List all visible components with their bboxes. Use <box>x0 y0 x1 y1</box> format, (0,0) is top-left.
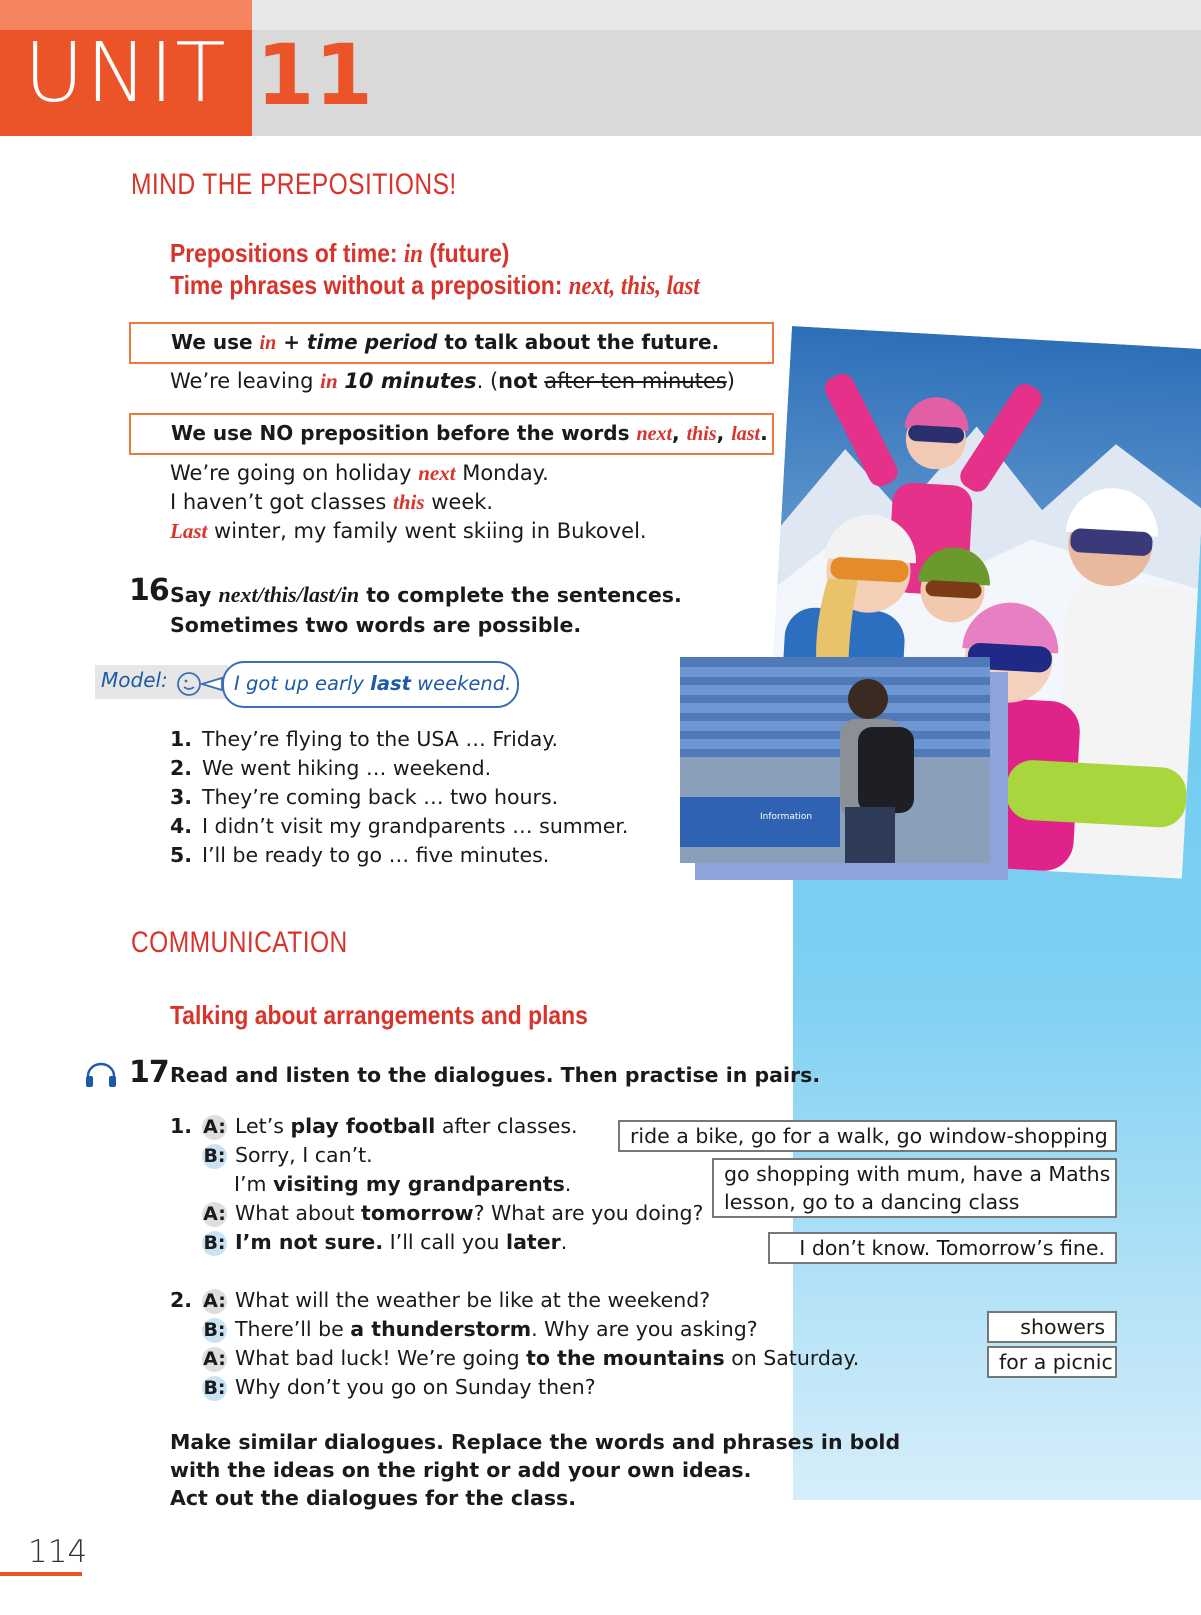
dialogue-bold: visiting my grandparents <box>273 1172 565 1196</box>
unit-label: UNIT <box>24 26 228 121</box>
exercise-16-item <box>170 725 558 754</box>
speaker-badge-b: B: <box>203 1319 226 1341</box>
dialogue-text: I’m <box>234 1172 274 1196</box>
header-grey-strip <box>252 0 1201 30</box>
rule-box-no-preposition <box>129 413 774 455</box>
exercise-number-17: 17 <box>129 1055 169 1090</box>
dialogue-text: Let’s <box>235 1114 291 1138</box>
dialogue-text: after classes. <box>435 1114 578 1138</box>
rule-text: + <box>276 330 307 354</box>
example-text: ) <box>726 369 735 393</box>
model-text: weekend. <box>410 672 512 695</box>
idea-box-commitments <box>712 1158 1117 1218</box>
dialogue-text: Sorry, I can’t. <box>235 1143 373 1167</box>
unit-number: 11 <box>256 26 373 124</box>
heading-text: Prepositions of time: <box>170 238 404 268</box>
dialogue-text: Why don’t you go on Sunday then? <box>235 1375 596 1399</box>
item-number: 2. <box>170 756 193 780</box>
instruction-text: Say <box>170 583 219 607</box>
dialogue-number: 1. <box>170 1114 193 1138</box>
exercise-16-item <box>170 841 549 870</box>
exercise-16-instruction-line1 <box>170 580 682 610</box>
exercise-16-instruction-line2: Sometimes two words are possible. <box>170 613 582 637</box>
airport-photo <box>680 657 990 863</box>
rule-text: We use <box>171 330 260 354</box>
dialogue-1-line <box>202 1141 373 1170</box>
dialogue-text: What bad luck! We’re going <box>235 1346 527 1370</box>
exercise-16-item <box>170 754 491 783</box>
example-holiday <box>170 459 549 488</box>
rule-text: , <box>716 421 732 445</box>
dialogue-1-line <box>170 1112 578 1141</box>
dialogue-number: 2. <box>170 1288 193 1312</box>
item-number: 1. <box>170 727 193 751</box>
dialogue-text: . Why are you asking? <box>531 1317 758 1341</box>
example-leaving <box>170 367 735 396</box>
airport-sign-text: Information <box>760 812 813 822</box>
section-title-prepositions: MIND THE PREPOSITIONS! <box>131 168 457 201</box>
dialogue-1-line <box>202 1228 567 1257</box>
item-text: I didn’t visit my grandparents … summer. <box>202 814 629 838</box>
final-instruction-line2: with the ideas on the right or add your own ideas. <box>170 1458 752 1482</box>
idea-box-picnic: for a picnic <box>987 1346 1117 1378</box>
example-keyword: in <box>320 369 338 393</box>
rule-keyword: this <box>686 423 717 445</box>
rule-text: We use NO preposition before the words <box>171 421 637 445</box>
dialogue-2-line <box>170 1286 710 1315</box>
item-number: 4. <box>170 814 193 838</box>
example-text: I haven’t got classes <box>170 490 394 514</box>
dialogue-text: on Saturday. <box>724 1346 860 1370</box>
speaking-face-icon <box>175 669 225 699</box>
instruction-keywords: next/this/last/in <box>218 582 360 607</box>
grammar-heading-2 <box>170 270 700 301</box>
rule-keyword: in <box>259 332 277 354</box>
rule-text: to talk about the future. <box>437 330 720 354</box>
rule-box-future <box>129 322 774 364</box>
example-text: . ( <box>476 369 499 393</box>
rule-keyword: last <box>731 423 761 445</box>
airport-photo-illustration <box>680 657 990 863</box>
idea-text: lesson, go to a dancing class <box>724 1190 1020 1214</box>
model-keyword: last <box>370 672 411 695</box>
model-speech-bubble <box>222 661 519 708</box>
model-label: Model: <box>101 668 168 692</box>
rule-keyword: next <box>636 423 673 445</box>
headphones-icon <box>84 1062 118 1088</box>
speaker-badge-b: B: <box>203 1145 226 1167</box>
speaker-badge-a: A: <box>203 1348 226 1370</box>
speaker-badge-a: A: <box>203 1116 226 1138</box>
example-keyword: Last <box>170 519 208 543</box>
dialogue-bold: tomorrow <box>361 1201 474 1225</box>
idea-box-reply: I don’t know. Tomorrow’s fine. <box>768 1232 1117 1264</box>
dialogue-bold: later <box>506 1230 561 1254</box>
instruction-text: to complete the sentences. <box>359 583 682 607</box>
dialogue-1-line <box>202 1199 703 1228</box>
final-instruction-line1: Make similar dialogues. Replace the words and phrases in bold <box>170 1430 901 1454</box>
dialogue-bold: to the mountains <box>526 1346 725 1370</box>
struck-text: after ten minutes <box>544 369 727 393</box>
header-grey-band <box>252 30 1201 136</box>
example-bold: not <box>498 369 538 393</box>
heading-text: Time phrases without a preposition: <box>170 270 569 300</box>
section-title-communication: COMMUNICATION <box>131 926 348 959</box>
example-text: We’re leaving <box>170 369 321 393</box>
heading-keyword: in <box>403 239 423 268</box>
dialogue-bold: a thunderstorm <box>350 1317 532 1341</box>
dialogue-bold: play football <box>290 1114 436 1138</box>
speaker-badge-a: A: <box>203 1290 226 1312</box>
heading-keywords: next, this, last <box>568 271 700 300</box>
exercise-16-item <box>170 783 558 812</box>
dialogue-text: What will the weather be like at the weekend? <box>235 1288 711 1312</box>
grammar-heading-1 <box>170 238 509 269</box>
dialogue-text: I’ll call you <box>383 1230 507 1254</box>
model-text: I got up early <box>234 672 371 695</box>
dialogue-2-line <box>202 1315 758 1344</box>
dialogue-text: ? What are you doing? <box>473 1201 704 1225</box>
rule-text: , <box>672 421 687 445</box>
page-number: 114 <box>28 1534 88 1570</box>
dialogue-2-line <box>202 1344 859 1373</box>
item-text: They’re flying to the USA … Friday. <box>202 727 559 751</box>
example-skiing <box>170 517 647 546</box>
communication-subtitle: Talking about arrangements and plans <box>170 1000 588 1030</box>
item-text: They’re coming back … two hours. <box>202 785 559 809</box>
final-instruction-line3: Act out the dialogues for the class. <box>170 1486 577 1510</box>
item-number: 5. <box>170 843 193 867</box>
idea-box-showers: showers <box>987 1311 1117 1343</box>
dialogue-1-line <box>234 1170 571 1199</box>
example-keyword: this <box>393 490 425 514</box>
dialogue-text: There’ll be <box>235 1317 351 1341</box>
dialogue-text: . <box>564 1172 572 1196</box>
exercise-number-16: 16 <box>129 573 169 608</box>
speaker-badge-b: B: <box>203 1377 226 1399</box>
dialogue-bold: I’m not sure. <box>235 1230 384 1254</box>
example-text: winter, my family went skiing in Bukovel. <box>207 519 647 543</box>
dialogue-2-line <box>202 1373 596 1402</box>
exercise-17-instruction: Read and listen to the dialogues. Then practise in pairs. <box>170 1063 821 1087</box>
rule-text: . <box>760 421 768 445</box>
example-text: We’re going on holiday <box>170 461 419 485</box>
dialogue-text: What about <box>235 1201 362 1225</box>
idea-box-activities: ride a bike, go for a walk, go window-shopping <box>618 1120 1117 1152</box>
exercise-16-item <box>170 812 628 841</box>
example-bold: 10 minutes <box>344 369 477 393</box>
speaker-badge-b: B: <box>203 1232 226 1254</box>
page-number-rule <box>0 1572 82 1576</box>
example-text: Monday. <box>455 461 549 485</box>
item-text: We went hiking … weekend. <box>202 756 492 780</box>
dialogue-text: . <box>560 1230 568 1254</box>
idea-text: go shopping with mum, have a Maths <box>724 1162 1111 1186</box>
speaker-badge-a: A: <box>203 1203 226 1225</box>
item-number: 3. <box>170 785 193 809</box>
example-text: week. <box>424 490 494 514</box>
example-classes <box>170 488 493 517</box>
example-keyword: next <box>418 461 456 485</box>
item-text: I’ll be ready to go … five minutes. <box>202 843 550 867</box>
heading-text: (future) <box>423 238 510 268</box>
rule-text: time period <box>306 330 438 354</box>
